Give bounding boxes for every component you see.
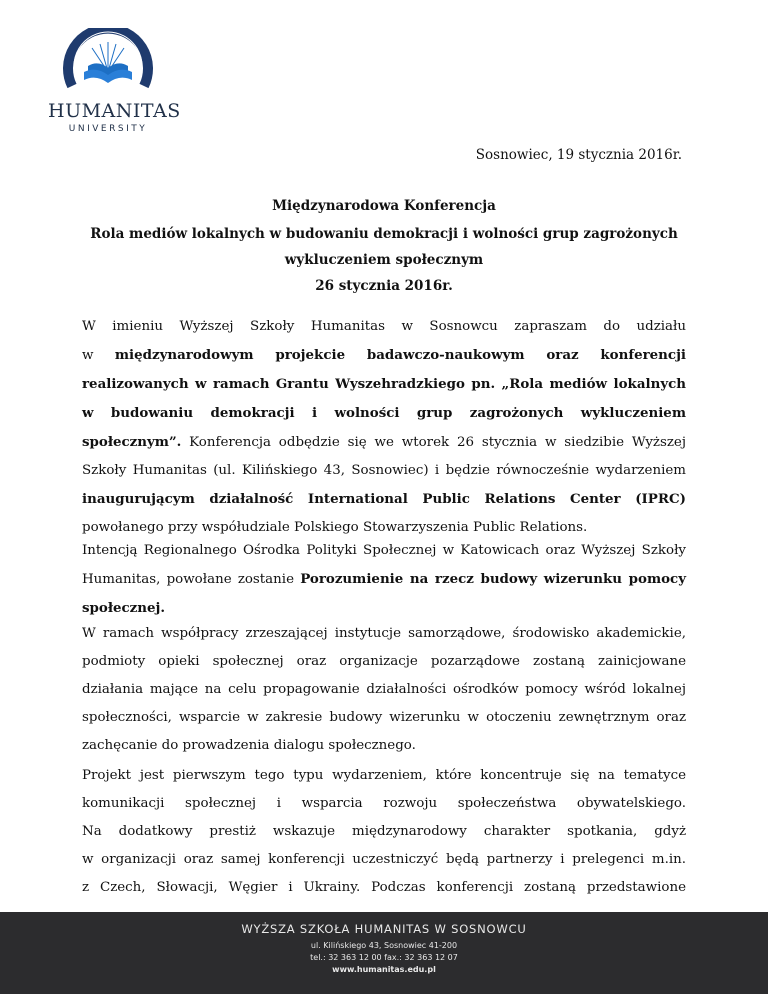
page-footer: [0, 912, 768, 994]
paragraph-invitation: [82, 313, 686, 542]
paragraph-project: [82, 762, 686, 902]
logo-emblem-icon: [62, 28, 154, 100]
bold-text: społecznej.: [82, 600, 166, 616]
logo-name: HUMANITAS: [48, 100, 181, 122]
text-line: komunikacji społecznej i wsparcia rozwoju społeczeństwa obywatelskiego.: [82, 796, 686, 811]
bold-text: inaugurującym działalność International Public Relations Center (IPRC): [82, 491, 686, 507]
text-line: Szkoły Humanitas (ul. Kilińskiego 43, Sosnowiec) i będzie równocześnie wydarzeniem: [82, 463, 686, 478]
text-line: z Czech, Słowacji, Węgier i Ukrainy. Podczas konferencji zostaną przedstawione: [82, 880, 686, 895]
paragraph-cooperation: [82, 620, 686, 760]
text-line: Projekt jest pierwszym tego typu wydarzeniem, które koncentruje się na tematyce: [82, 768, 686, 783]
text-line: w organizacji oraz samej konferencji uczestniczyć będą partnerzy i prelegenci m.in.: [82, 852, 686, 867]
text-line: [82, 341, 686, 370]
text-line: [82, 485, 686, 514]
logo-subtitle: UNIVERSITY: [68, 124, 148, 134]
text-line: [82, 594, 686, 623]
text-line: [82, 399, 686, 428]
text-line: Intencją Regionalnego Ośrodka Polityki Społecznej w Katowicach oraz Wyższej Szkoły: [82, 543, 686, 558]
bold-text: Porozumienie na rzecz budowy wizerunku pomocy: [300, 571, 686, 587]
text-line: podmioty opieki społecznej oraz organizacje pozarządowe zostaną zainicjowane: [82, 654, 686, 669]
text-line: W imieniu Wyższej Szkoły Humanitas w Sosnowcu zapraszam do udziału: [82, 319, 686, 334]
heading-date: 26 stycznia 2016r.: [315, 278, 453, 294]
text-line: powołanego przy współudziale Polskiego Stowarzyszenia Public Relations.: [82, 520, 588, 535]
text-line: W ramach współpracy zrzeszającej instytucje samorządowe, środowisko akademickie,: [82, 626, 686, 641]
heading-title-line-1: Rola mediów lokalnych w budowaniu demokracji i wolności grup zagrożonych: [90, 226, 678, 242]
text-line: społeczności, wsparcie w zakresie budowy wizerunku w otoczeniu zewnętrznym oraz: [82, 710, 686, 725]
bold-text: realizowanych w ramach Grantu Wyszehradzkiego pn. „Rola mediów lokalnych: [82, 376, 686, 392]
footer-address: ul. Kilińskiego 43, Sosnowiec 41-200: [310, 941, 458, 950]
bold-text: społecznym”.: [82, 434, 182, 450]
text-line: działania mające na celu propagowanie działalności ośrodków pomocy wśród lokalnej: [82, 682, 686, 697]
footer-website-link[interactable]: www.humanitas.edu.pl: [332, 965, 436, 974]
humanitas-logo: [48, 28, 181, 138]
text-span: w: [82, 348, 94, 363]
text-line: [82, 428, 686, 457]
heading-conference: Międzynarodowa Konferencja: [272, 198, 496, 214]
footer-phone: tel.: 32 363 12 00 fax.: 32 363 12 07: [310, 953, 458, 962]
text-span: Humanitas, powołane zostanie: [82, 572, 301, 587]
bold-text: międzynarodowym projekcie badawczo-naukowym oraz konferencji: [114, 347, 686, 363]
letter-date: Sosnowiec, 19 stycznia 2016r.: [475, 147, 682, 163]
text-line: Na dodatkowy prestiż wskazuje międzynarodowy charakter spotkania, gdyż: [82, 824, 686, 839]
bold-text: w budowaniu demokracji i wolności grup zagrożonych wykluczeniem: [82, 405, 686, 421]
text-line: [82, 370, 686, 399]
footer-school-name: WYŻSZA SZKOŁA HUMANITAS W SOSNOWCU: [241, 922, 527, 936]
paragraph-intention: [82, 537, 686, 623]
text-line: zachęcanie do prowadzenia dialogu społecznego.: [82, 738, 416, 753]
text-span: Konferencja odbędzie się we wtorek 26 stycznia w siedzibie Wyższej: [181, 435, 686, 450]
heading-title-line-2: wykluczeniem społecznym: [284, 252, 484, 268]
text-line: [82, 565, 686, 594]
